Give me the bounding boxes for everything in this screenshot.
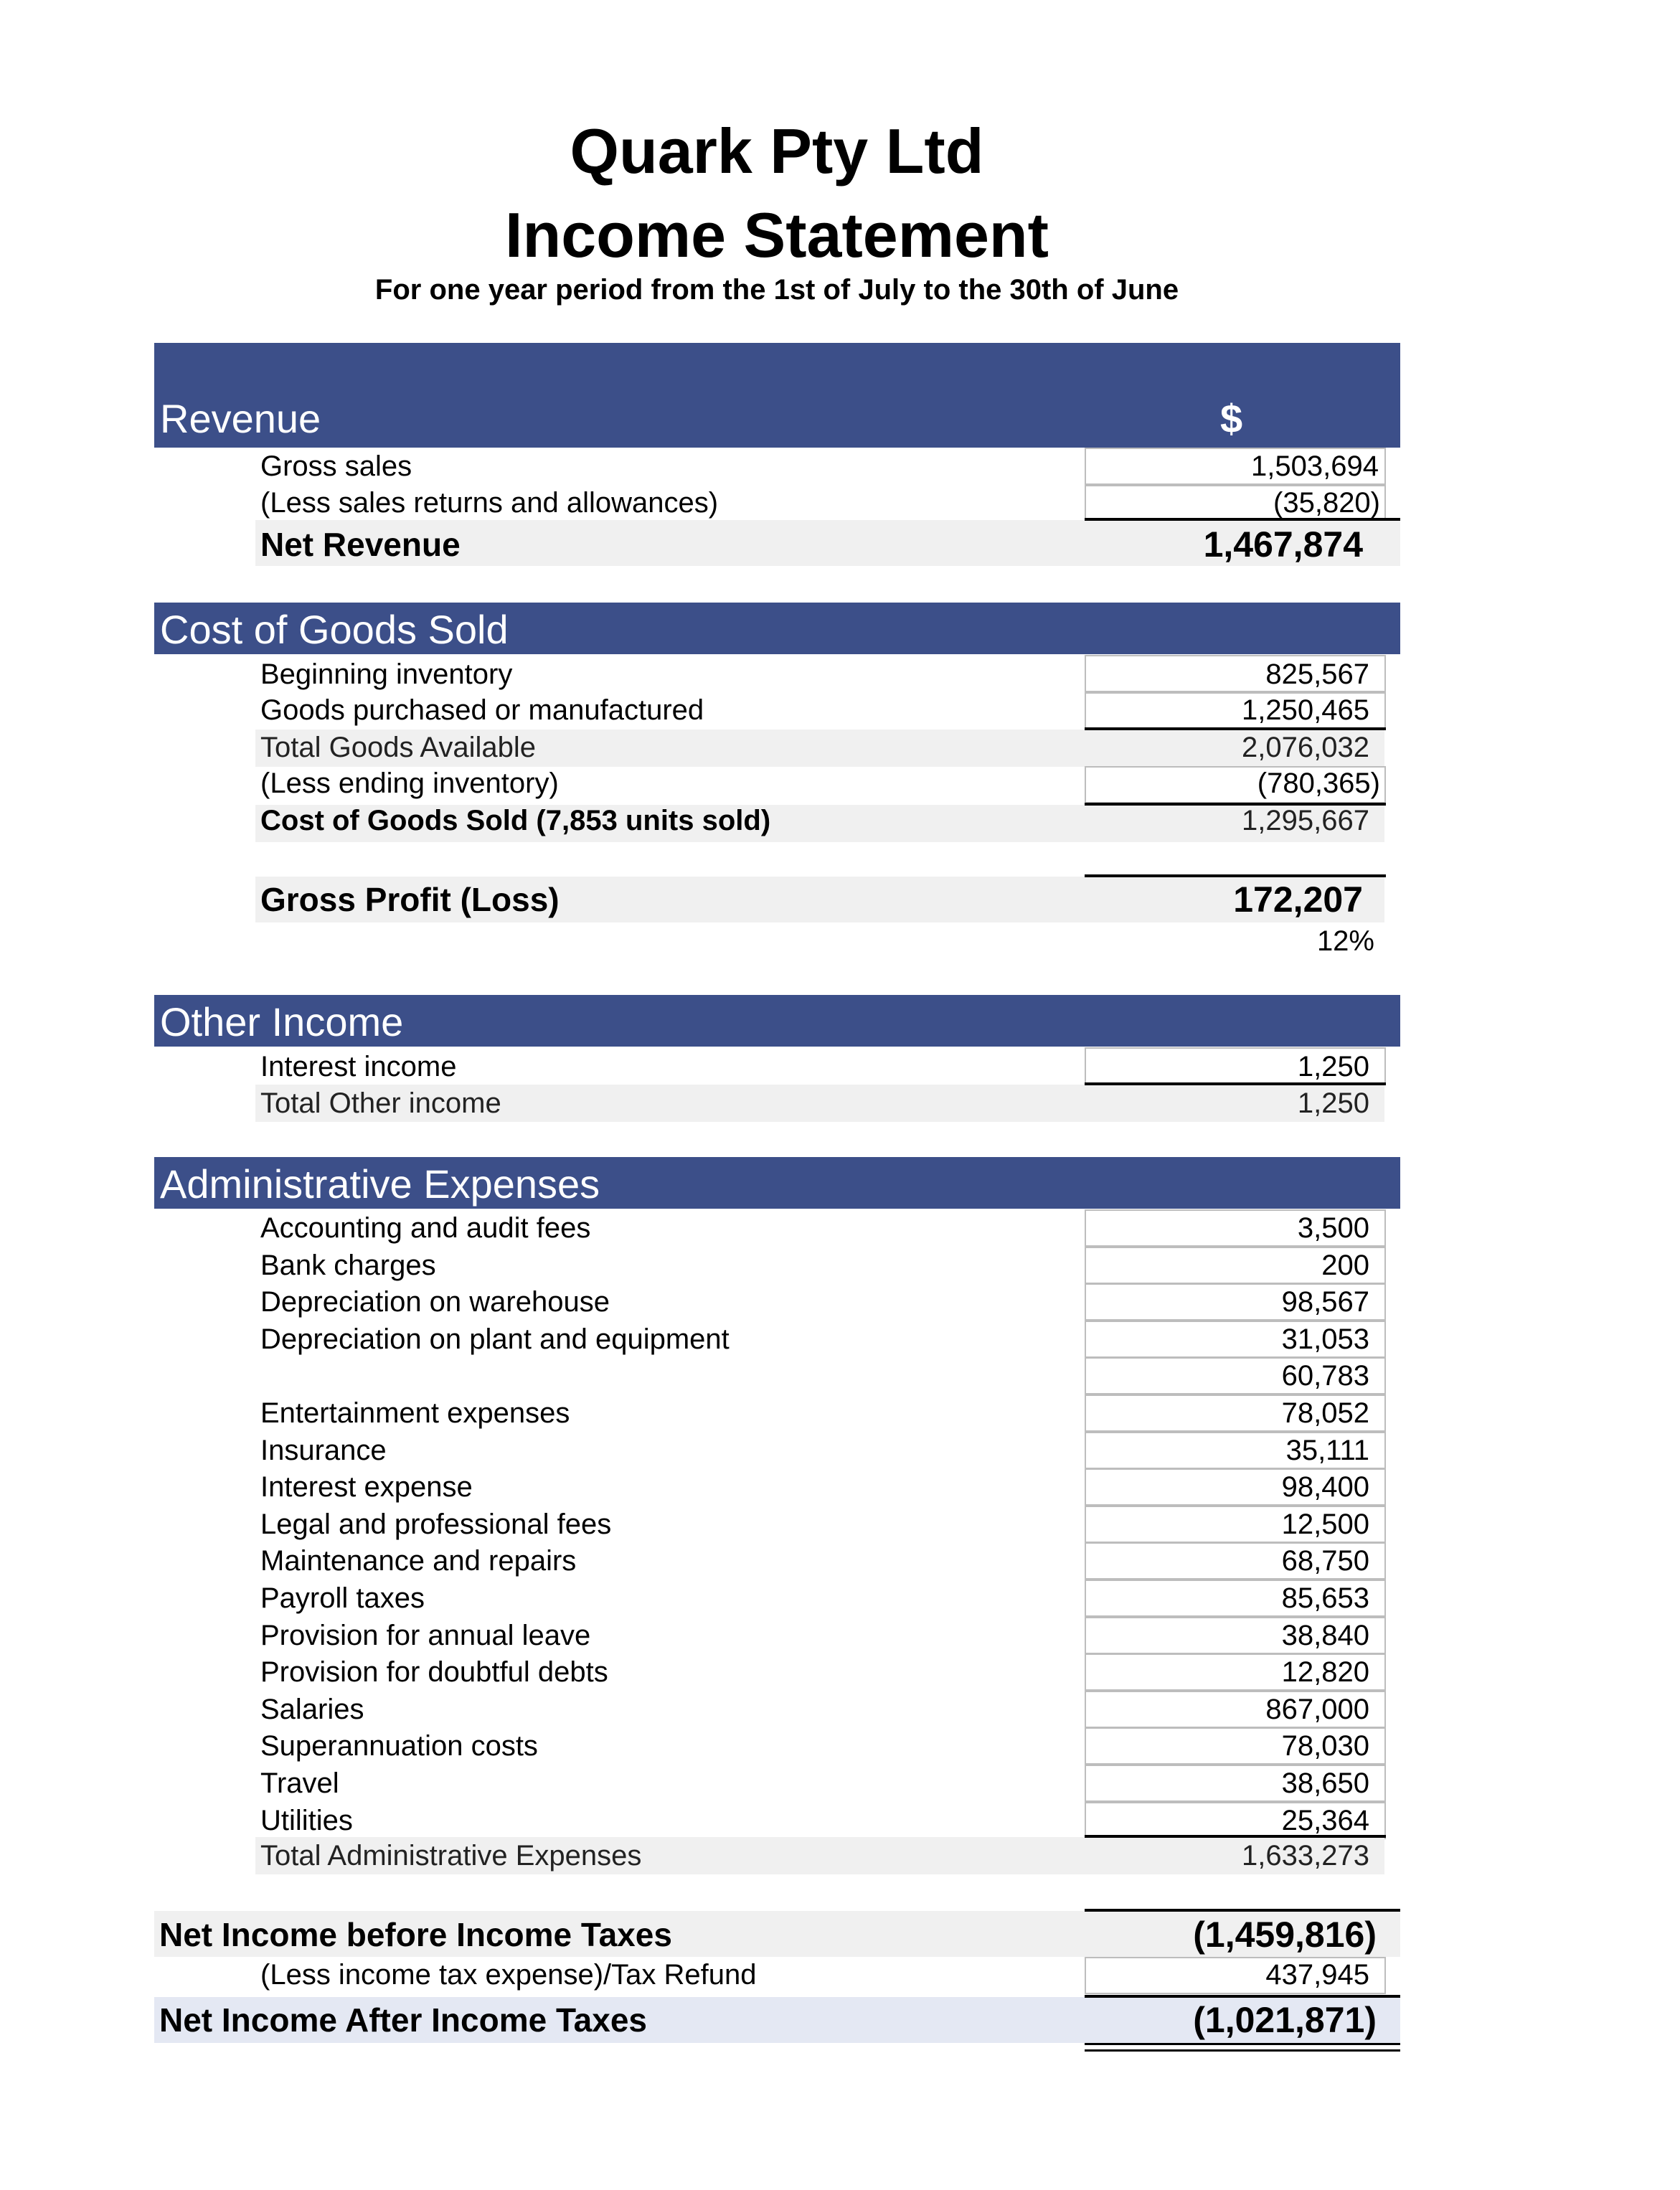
- company-name: Quark Pty Ltd: [570, 115, 984, 187]
- admin-expense-label: Salaries: [260, 1694, 364, 1725]
- ending-inventory-value: (780,365): [1257, 768, 1380, 799]
- admin-expense-label: Utilities: [260, 1805, 353, 1836]
- admin-expense-value: 12,820: [1281, 1656, 1369, 1688]
- admin-title: Administrative Expenses: [160, 1161, 600, 1207]
- admin-expense-value: 68,750: [1281, 1545, 1369, 1577]
- gross-sales-label: Gross sales: [260, 450, 412, 482]
- total-goods-rule: [1085, 727, 1386, 730]
- admin-expense-label: Maintenance and repairs: [260, 1545, 577, 1577]
- admin-expense-label: Travel: [260, 1767, 339, 1799]
- other-income-header: [154, 995, 1400, 1047]
- admin-expense-value: 38,840: [1281, 1620, 1369, 1651]
- gross-profit-label: Gross Profit (Loss): [260, 881, 560, 918]
- total-goods-label: Total Goods Available: [260, 732, 536, 763]
- admin-expense-value: 200: [1321, 1250, 1369, 1281]
- statement-title: Income Statement: [505, 199, 1049, 270]
- admin-expense-value: 12,500: [1281, 1509, 1369, 1540]
- other-income-title: Other Income: [160, 999, 404, 1044]
- cogs-header: [154, 603, 1400, 654]
- income-tax-label: (Less income tax expense)/Tax Refund: [260, 1959, 757, 1991]
- admin-expense-value: 98,400: [1281, 1471, 1369, 1503]
- revenue-header: [154, 343, 1400, 448]
- goods-purchased-label: Goods purchased or manufactured: [260, 694, 704, 726]
- total-other-income-label: Total Other income: [260, 1087, 501, 1119]
- net-before-tax-label: Net Income before Income Taxes: [159, 1916, 672, 1953]
- gross-profit-value: 172,207: [1233, 879, 1363, 920]
- ending-inventory-label: (Less ending inventory): [260, 768, 559, 799]
- admin-expense-value: 3,500: [1297, 1212, 1369, 1244]
- admin-expense-label: Entertainment expenses: [260, 1397, 570, 1429]
- beginning-inventory-value: 825,567: [1265, 659, 1369, 690]
- admin-expense-value: 25,364: [1281, 1805, 1369, 1836]
- total-admin-rule: [1085, 1835, 1386, 1838]
- gross-margin-percent: 12%: [1316, 925, 1374, 957]
- net-revenue-label-text: Net Revenue: [260, 526, 461, 563]
- admin-header: [154, 1157, 1400, 1209]
- revenue-title: Revenue: [160, 396, 321, 441]
- net-after-tax-label: Net Income After Income Taxes: [159, 2001, 647, 2039]
- admin-expense-value: 98,567: [1281, 1286, 1369, 1318]
- net-after-tax-rule: [1085, 1995, 1400, 1998]
- net-after-tax-value: (1,021,871): [1193, 2000, 1377, 2040]
- beginning-inventory-label: Beginning inventory: [260, 659, 513, 690]
- admin-expense-value: 35,111: [1285, 1435, 1369, 1466]
- cogs-title: Cost of Goods Sold: [160, 607, 509, 652]
- admin-expense-label: Bank charges: [260, 1250, 436, 1281]
- admin-expense-label: Superannuation costs: [260, 1730, 538, 1762]
- returns-label: (Less sales returns and allowances): [260, 487, 719, 519]
- admin-expense-label: Depreciation on warehouse: [260, 1286, 610, 1318]
- returns-value: (35,820): [1273, 487, 1380, 519]
- admin-expense-value: 867,000: [1265, 1694, 1369, 1725]
- net-before-tax-value: (1,459,816): [1193, 1915, 1377, 1955]
- gross-profit-rule: [1085, 874, 1386, 877]
- double-underline: [1085, 2043, 1400, 2052]
- total-goods-value: 2,076,032: [1242, 732, 1369, 763]
- admin-expense-value: 78,030: [1281, 1730, 1369, 1762]
- admin-expense-value: 31,053: [1281, 1323, 1369, 1355]
- admin-expense-label: Payroll taxes: [260, 1582, 425, 1614]
- total-other-income-rule: [1085, 1082, 1386, 1085]
- period-subtitle: For one year period from the 1st of July to the 30th of June: [374, 274, 1179, 306]
- admin-expense-label: Provision for doubtful debts: [260, 1656, 608, 1688]
- admin-expense-label: Accounting and audit fees: [260, 1212, 591, 1244]
- income-tax-value: 437,945: [1265, 1959, 1369, 1991]
- admin-expense-label: Insurance: [260, 1435, 387, 1466]
- admin-expense-label: Legal and professional fees: [260, 1509, 612, 1540]
- total-admin-value: 1,633,273: [1242, 1840, 1369, 1872]
- cogs-total-value: 1,295,667: [1242, 805, 1369, 836]
- net-revenue-rule: [1085, 518, 1400, 521]
- net-before-tax-rule: [1085, 1909, 1400, 1912]
- admin-expense-label: Interest expense: [260, 1471, 473, 1503]
- admin-expense-label: Provision for annual leave: [260, 1620, 591, 1651]
- admin-expense-value: 38,650: [1281, 1767, 1369, 1799]
- total-other-income-value: 1,250: [1297, 1087, 1369, 1119]
- currency-symbol: $: [1220, 396, 1243, 441]
- cogs-total-label: Cost of Goods Sold (7,853 units sold): [260, 805, 771, 836]
- interest-income-label: Interest income: [260, 1051, 457, 1082]
- admin-expense-value: 60,783: [1281, 1360, 1369, 1392]
- interest-income-value: 1,250: [1297, 1051, 1369, 1082]
- admin-expense-label: Depreciation on plant and equipment: [260, 1323, 730, 1355]
- admin-expense-value: 78,052: [1281, 1397, 1369, 1429]
- admin-expense-value: 85,653: [1281, 1582, 1369, 1614]
- total-admin-label: Total Administrative Expenses: [260, 1840, 642, 1872]
- gross-sales-value: 1,503,694: [1251, 450, 1379, 482]
- net-revenue-value: 1,467,874: [1203, 524, 1363, 565]
- goods-purchased-value: 1,250,465: [1242, 694, 1369, 726]
